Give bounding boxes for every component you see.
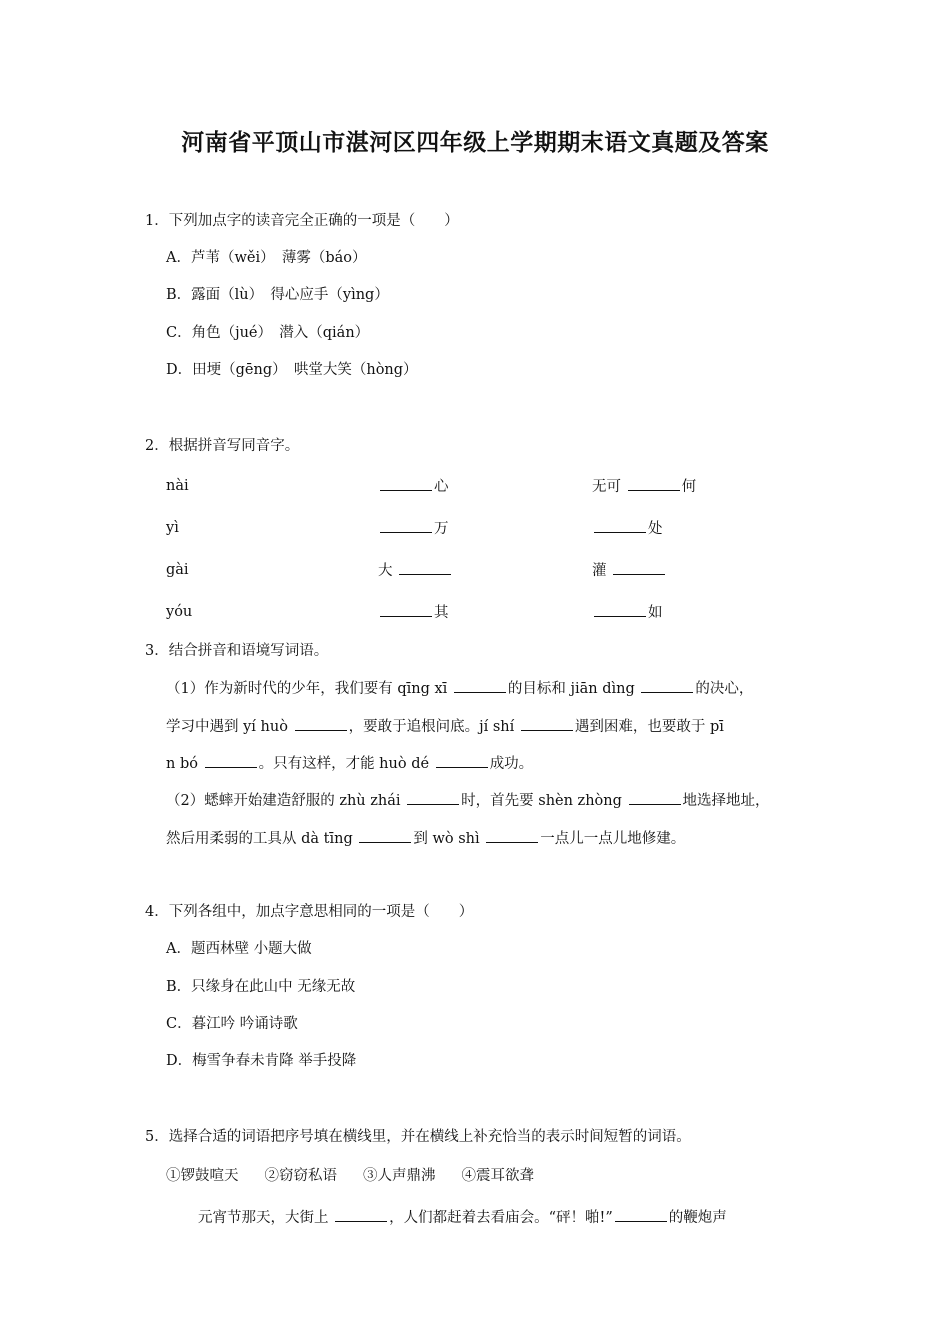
fill-prefix: 灌 <box>592 563 612 579</box>
question-2-stem: 2．根据拼音写同音字。 <box>145 438 300 454</box>
question-1-option-b: B．露面（lù） 得心应手（yìng） <box>166 287 389 303</box>
fill-you-2 <box>592 602 663 623</box>
text-segment: 成功。 <box>489 756 534 772</box>
fill-yi-1 <box>378 518 449 539</box>
fill-prefix: 大 <box>378 563 398 579</box>
text-segment: 地选择地址， <box>682 793 770 809</box>
fill-you-1 <box>378 602 449 623</box>
fill-suffix: 何 <box>681 479 697 495</box>
blank-line[interactable] <box>295 716 347 731</box>
blank-line[interactable] <box>629 790 681 805</box>
pinyin-nai: nài <box>166 478 189 494</box>
text-segment: （2）蟋蟀开始建造舒服的 zhù zhái <box>166 793 406 809</box>
question-3-part-1-line-2 <box>166 716 806 737</box>
text-segment: 的决心， <box>695 681 754 697</box>
question-5-choices <box>166 1166 534 1186</box>
text-segment: 的目标和 jiān dìng <box>507 681 640 697</box>
blank-line[interactable] <box>641 678 693 693</box>
fill-gai-2 <box>592 560 667 581</box>
text-segment: 一点儿一点儿地修建。 <box>540 831 686 847</box>
fill-suffix: 处 <box>648 521 663 537</box>
question-4-option-c: C．暮江吟 吟诵诗歌 <box>166 1016 298 1032</box>
text-segment: 遇到困难，也要敢于 pī <box>574 719 724 735</box>
question-4-option-a: A．题西林壁 小题大做 <box>166 941 312 957</box>
text-segment: 。只有这样，才能 huò dé <box>258 756 434 772</box>
blank-line[interactable] <box>359 828 411 843</box>
text-segment: n bó <box>166 756 203 772</box>
text-segment: 元宵节那天，大街上 <box>198 1210 334 1226</box>
blank-line[interactable] <box>454 678 506 693</box>
question-3-part-2-line-2 <box>166 828 806 849</box>
fill-nai-2 <box>592 476 696 497</box>
fill-suffix: 其 <box>434 605 449 621</box>
blank-line[interactable] <box>205 753 257 768</box>
question-1-option-a: A．芦苇（wěi） 薄雾（báo） <box>166 250 367 266</box>
blank-line[interactable] <box>436 753 488 768</box>
blank-line[interactable] <box>380 518 432 533</box>
choice-1: ①锣鼓喧天 <box>166 1168 239 1184</box>
text-segment: 的鞭炮声 <box>668 1210 727 1226</box>
blank-line[interactable] <box>615 1207 667 1222</box>
pinyin-yi: yì <box>166 520 179 536</box>
text-segment: 然后用柔弱的工具从 dà tīng <box>166 831 358 847</box>
pinyin-you: yóu <box>166 604 193 620</box>
fill-nai-1 <box>378 476 449 497</box>
blank-line[interactable] <box>335 1207 387 1222</box>
question-3-part-1-line-1 <box>166 678 806 699</box>
fill-gai-1 <box>378 560 453 581</box>
blank-line[interactable] <box>399 560 451 575</box>
blank-line[interactable] <box>407 790 459 805</box>
blank-line[interactable] <box>594 602 646 617</box>
question-1-stem: 1．下列加点字的读音完全正确的一项是（ ） <box>145 213 459 229</box>
fill-yi-2 <box>592 518 663 539</box>
question-1-option-c: C．角色（jué） 潜入（qián） <box>166 325 370 341</box>
fill-suffix: 如 <box>648 605 663 621</box>
text-segment: 时，首先要 shèn zhòng <box>461 793 627 809</box>
choice-3: ③人声鼎沸 <box>363 1168 436 1184</box>
text-segment: ，要敢于追根问底。jí shí <box>348 719 519 735</box>
text-segment: 到 wò shì <box>413 831 485 847</box>
question-4-option-d: D．梅雪争春未肯降 举手投降 <box>166 1053 357 1069</box>
blank-line[interactable] <box>613 560 665 575</box>
blank-line[interactable] <box>486 828 538 843</box>
blank-line[interactable] <box>380 602 432 617</box>
blank-line[interactable] <box>380 476 432 491</box>
question-5-passage <box>198 1207 727 1228</box>
choice-2: ②窃窃私语 <box>264 1168 337 1184</box>
pinyin-gai: gài <box>166 562 189 578</box>
text-segment: （1）作为新时代的少年，我们要有 qīng xī <box>166 681 452 697</box>
fill-prefix: 无可 <box>592 479 626 495</box>
question-4-option-b: B．只缘身在此山中 无缘无故 <box>166 979 356 995</box>
blank-line[interactable] <box>628 476 680 491</box>
question-3-stem: 3．结合拼音和语境写词语。 <box>145 643 329 659</box>
blank-line[interactable] <box>594 518 646 533</box>
text-segment: 学习中遇到 yí huò <box>166 719 293 735</box>
question-3-part-1-line-3 <box>166 753 806 774</box>
question-3-part-2-line-1 <box>166 790 806 811</box>
text-segment: ，人们都赶着去看庙会。“砰！啪!” <box>389 1210 613 1226</box>
fill-suffix: 心 <box>434 479 449 495</box>
choice-4: ④震耳欲聋 <box>461 1168 534 1184</box>
document-title: 河南省平顶山市湛河区四年级上学期期末语文真题及答案 <box>181 129 769 156</box>
fill-suffix: 万 <box>434 521 449 537</box>
question-5-stem: 5．选择合适的词语把序号填在横线里，并在横线上补充恰当的表示时间短暂的词语。 <box>145 1129 691 1145</box>
question-4-stem: 4．下列各组中，加点字意思相同的一项是（ ） <box>145 904 474 920</box>
blank-line[interactable] <box>521 716 573 731</box>
question-1-option-d: D．田埂（gēng） 哄堂大笑（hòng） <box>166 362 418 378</box>
